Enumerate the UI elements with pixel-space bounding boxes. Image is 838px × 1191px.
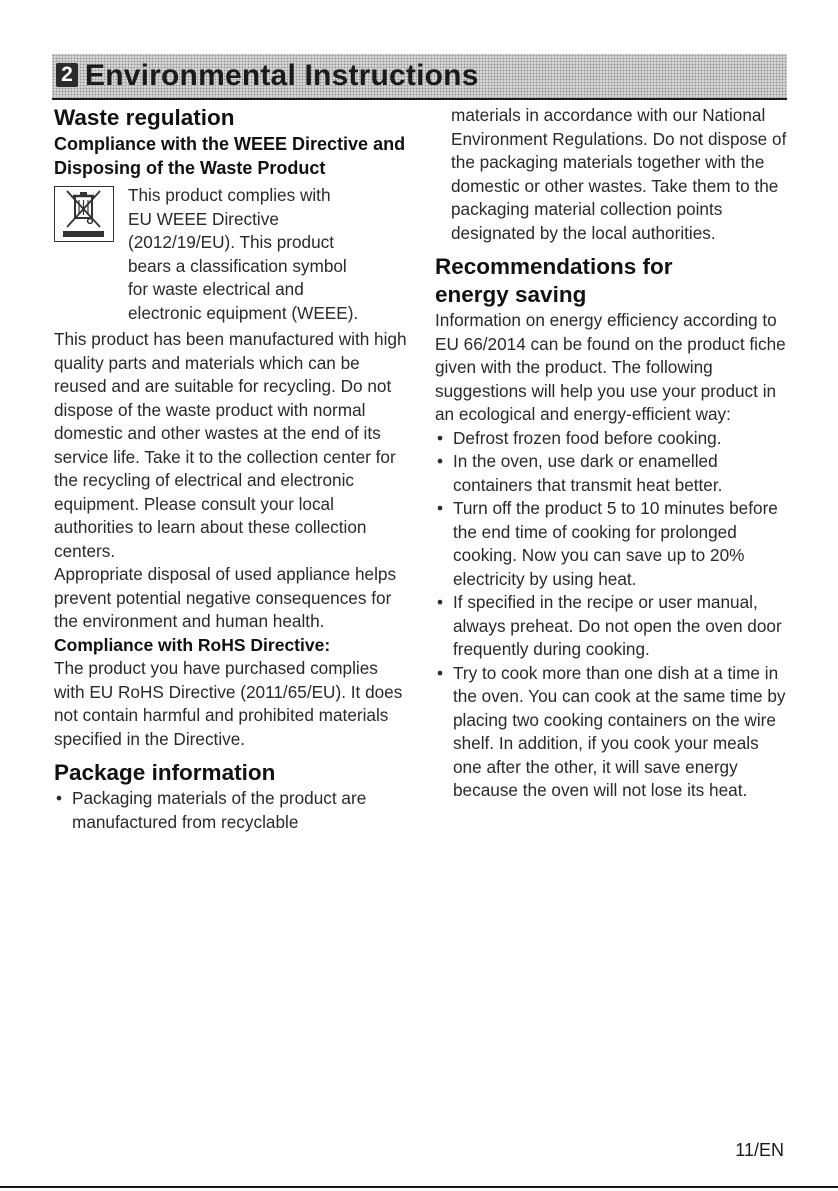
package-information-heading: Package information [54, 760, 276, 785]
weee-line: bears a classification symbol [128, 255, 347, 276]
chapter-number-badge: 2 [56, 63, 78, 87]
weee-line: This product complies with [128, 185, 331, 205]
weee-block [54, 184, 412, 328]
section-header [52, 54, 787, 100]
crossed-out-wheelie-bin-icon [54, 186, 114, 242]
page-number: 11/EN [735, 1140, 784, 1160]
waste-regulation-heading: Waste regulation [54, 105, 235, 130]
weee-line: (2012/19/EU). This product [128, 232, 335, 252]
weee-subheading: Compliance with the WEEE Directive and Disposing of the Waste Product [54, 134, 406, 178]
energy-heading-line1: Recommendations for [435, 254, 673, 279]
energy-saving-heading [435, 253, 790, 309]
bottom-divider [0, 1186, 838, 1188]
list-item: • Turn off the product 5 to 10 minutes before the end time of cooking for prolonged cooking. Now you can save up to 20% electricity by using heat. [435, 497, 790, 591]
right-column [435, 104, 790, 803]
list-item: • Defrost frozen food before cooking. [435, 427, 790, 451]
package-list [54, 787, 412, 834]
energy-heading-line2: energy saving [435, 282, 587, 307]
list-item: • In the oven, use dark or enamelled containers that transmit heat better. [435, 450, 790, 497]
weee-compliance-text [128, 184, 408, 325]
disposal-paragraph: Appropriate disposal of used appliance helps prevent potential negative consequences for the environment and human health. [54, 564, 397, 631]
list-item: • Packaging materials of the product are manufactured from recyclable [54, 787, 412, 834]
weee-line: EU WEEE Directive [128, 208, 279, 229]
weee-line: for waste electrical and [128, 279, 304, 299]
left-column [54, 104, 412, 834]
rohs-heading: Compliance with RoHS Directive: [54, 634, 331, 655]
list-item: • Try to cook more than one dish at a time in the oven. You can cook at the same time by placing two cooking containers on the wire shelf. In addition, if you cook your meals one after the other, it will save energy because the oven will not lose its heat. [435, 662, 790, 803]
section-title: Environmental Instructions [85, 59, 479, 92]
package-continuation: materials in accordance with our National Environment Regulations. Do not dispose of the packaging materials together with the domestic or other wastes. Take them to the packaging material collection points designated by the local authorities. [451, 105, 787, 243]
energy-intro: Information on energy efficiency according to EU 66/2014 can be found on the product fiche given with the product. The following suggestions will help you use your product in an ecological and energy-efficient way: [435, 310, 786, 424]
manufactured-paragraph: This product has been manufactured with high quality parts and materials which can be reused and are suitable for recycling. Do not dispose of the waste product with normal domestic and other wastes at the end of its service life. Take it to the collection center for the recycling of electrical and electronic equipment. Please consult your local authorities to learn about these collection centers. [54, 329, 407, 561]
list-item: • If specified in the recipe or user manual, always preheat. Do not open the oven door frequently during cooking. [435, 591, 790, 662]
rohs-paragraph: The product you have purchased complies with EU RoHS Directive (2011/65/EU). It does not contain harmful and prohibited materials specified in the Directive. [54, 658, 403, 749]
weee-line: electronic equipment (WEEE). [128, 302, 359, 323]
energy-tips-list [435, 427, 790, 803]
